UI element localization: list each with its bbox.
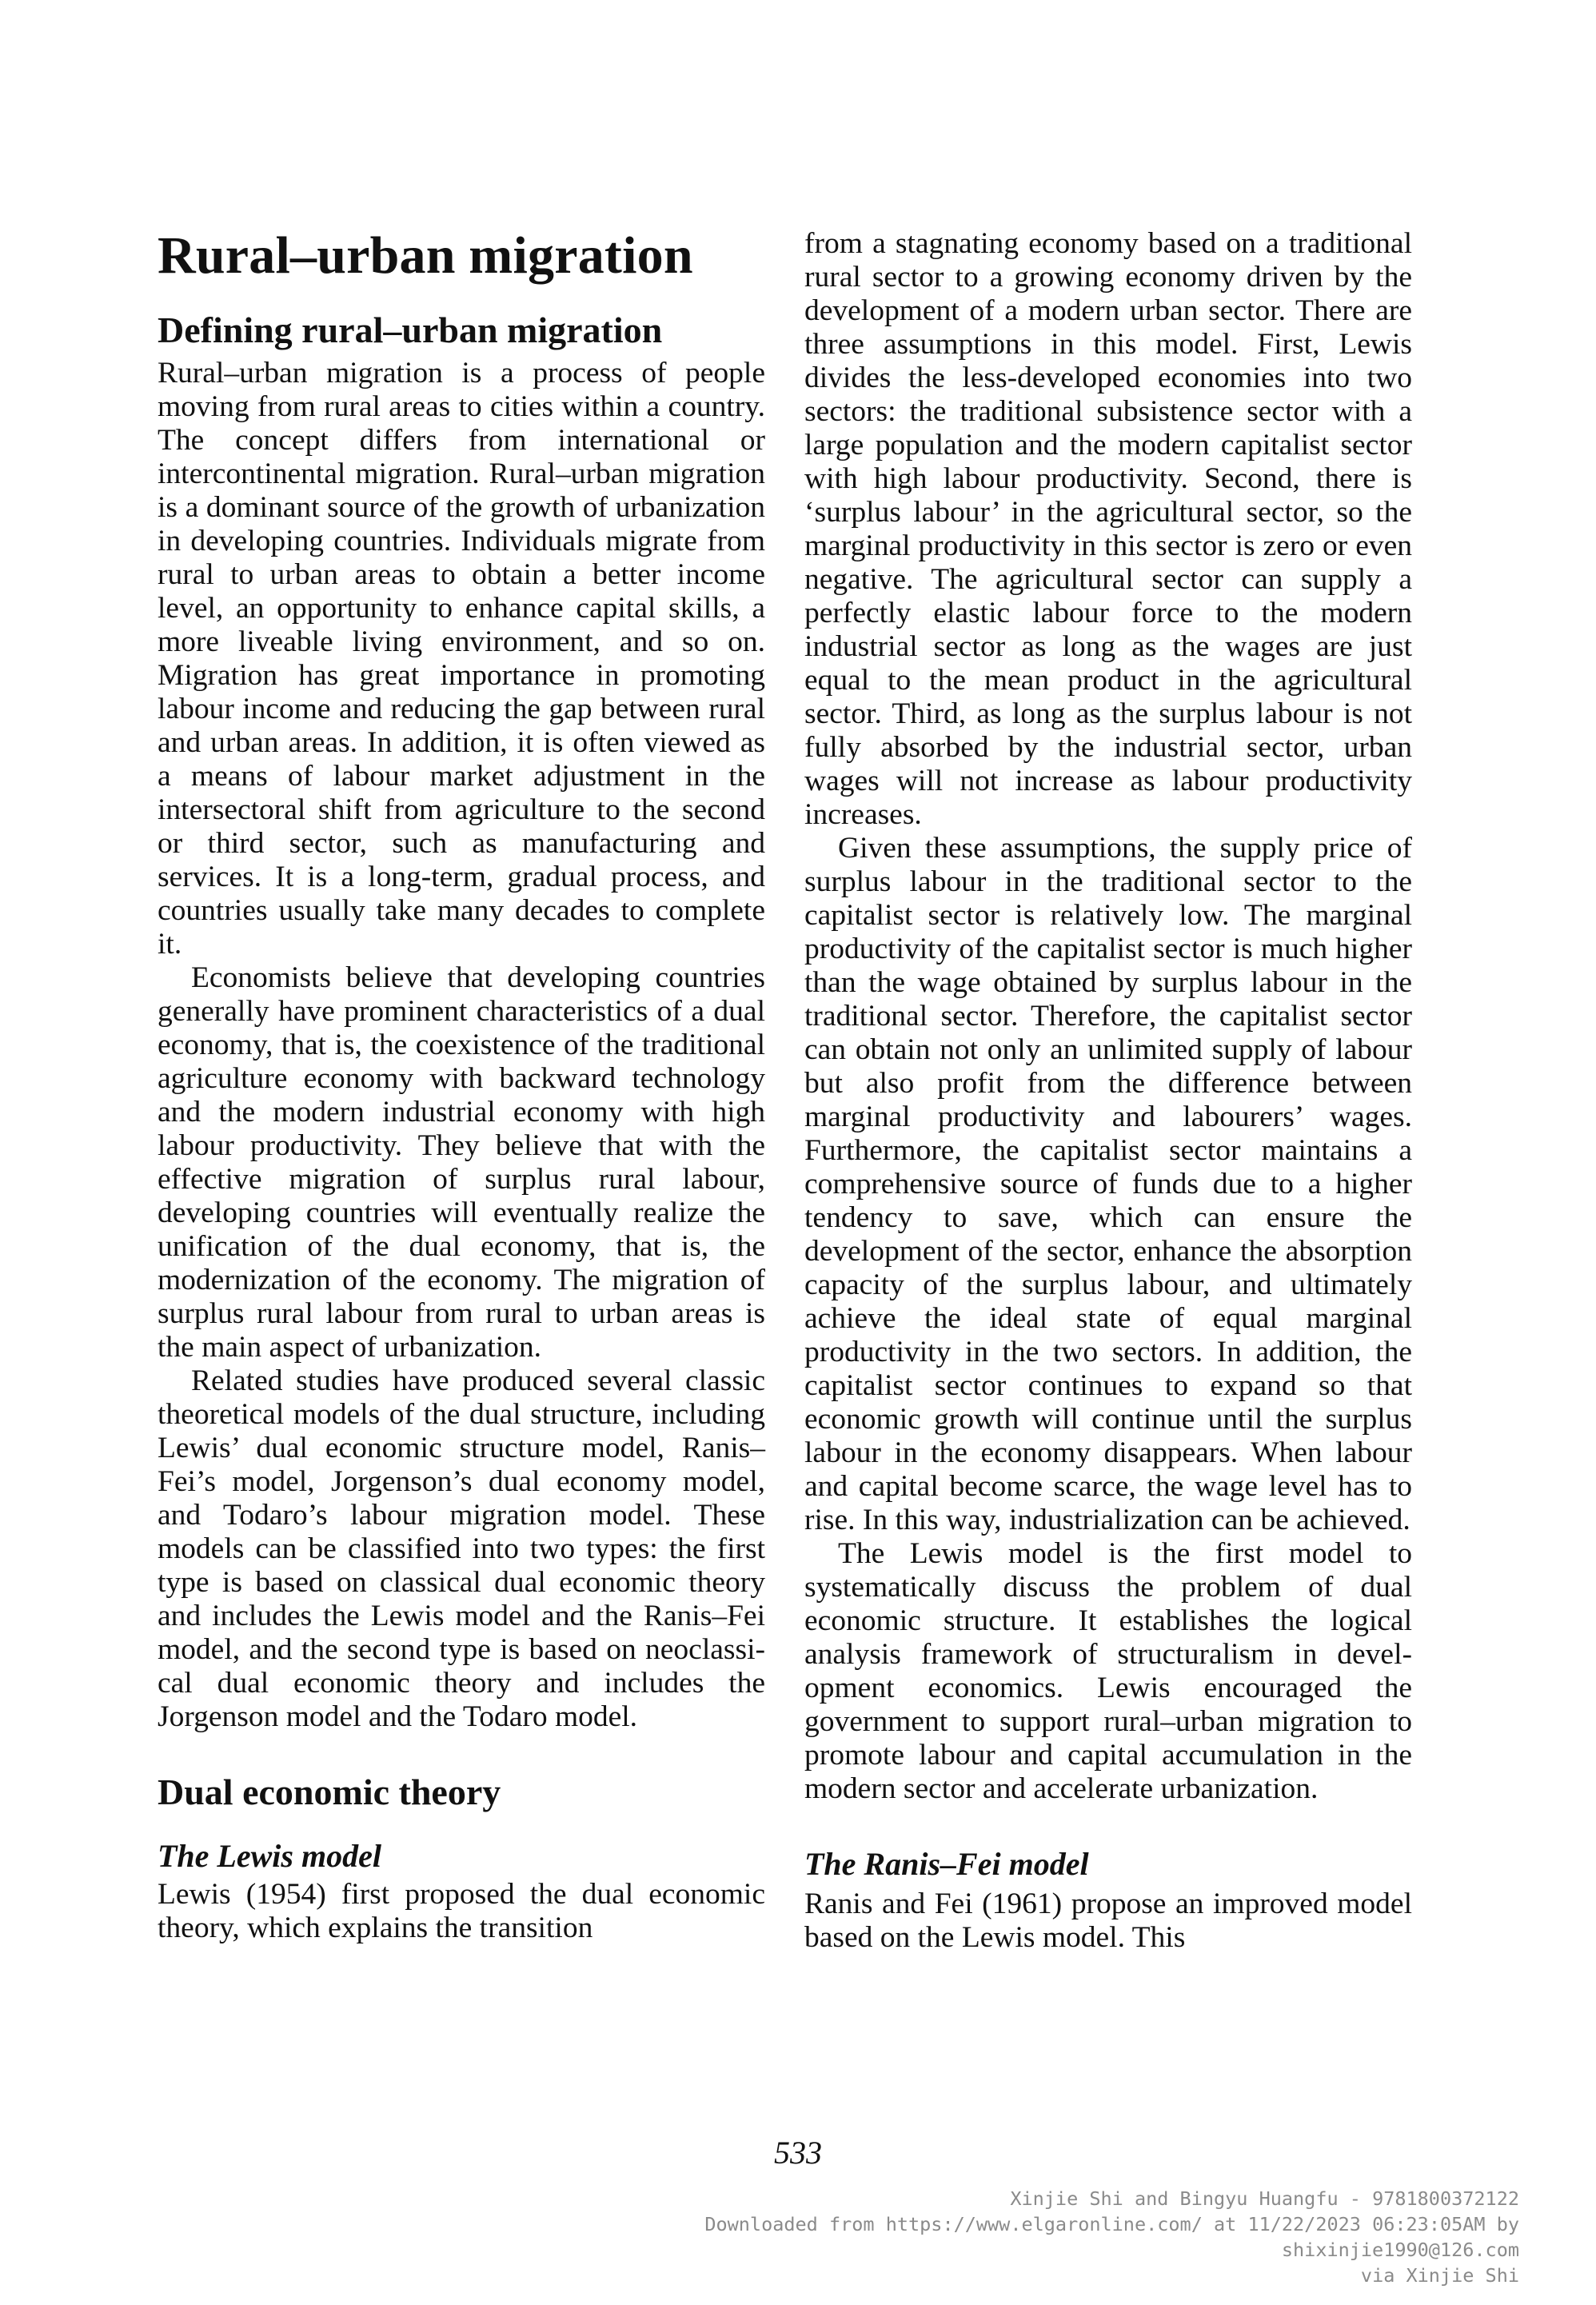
footer-line-author: Xinjie Shi and Bingyu Huangfu - 9781800372122 [1010,2187,1519,2210]
left-column [158,224,765,1945]
paragraph-lewis-1-continued: from a stagnating economy based on a traditional rural sector to a growing economy driven by the development of a modern urban sector. There are three assumptions in this model. First, Lewis divides the less-developed economies into two sectors: the traditional subsistence sector with a large population and the modern capitalist sector with high labour productivity. Second, there is ‘surplus labour’ in the agricultural sector, so the marginal productivity in this sector is zero or even negative. The agricultural sector can supply a perfectly elastic labour force to the modern industrial sector as long as the wages are just equal to the mean product in the agricultural sector. Third, as long as the surplus labour is not fully absorbed by the industrial sector, urban wages will not increase as labour productivity increases. [804,227,1412,831]
paragraph-defining-2: Economists believe that developing countries generally have prominent characteristics of a dual economy, that is, the coexistence of the traditional agriculture economy with backward technology and the modern industrial economy with high labour productivity. They believe that with the effective migration of surplus rural labour, developing countries will eventually realize the unification of the dual economy, that is, the modernization of the economy. The migration of surplus rural labour from rural to urban areas is the main aspect of urbanization. [158,961,765,1364]
paragraph-ranis-fei-1: Ranis and Fei (1961) propose an improved model based on the Lewis model. This [804,1888,1412,1954]
paragraph-defining-3: Related studies have produced several classic theoretical models of the dual structure, including Lewis’ dual economic structure model, Ranis–Fei’s model, Jorgenson’s dual economy model, and Todaro’s labour migration model. These models can be classified into two types: the first type is based on classical dual economic theory and includes the Lewis model and the Ranis–Fei model, and the second type is based on neoclassical dual economic theory and includes the Jorgenson model and the Todaro model. [158,1364,765,1733]
section-heading-defining: Defining rural–urban migration [158,310,663,350]
section-heading-dual-economic-theory: Dual economic theory [158,1772,501,1812]
footer-line-email: shixinjie1990@126.com [1281,2239,1519,2261]
footer-line-via: via Xinjie Shi [1360,2264,1519,2287]
page-number: 533 [774,2135,822,2171]
paragraph-lewis-3: The Lewis model is the first model to systematically discuss the problem of dual economic structure. It establishes the logical analysis framework of structuralism in development economics. Lewis encouraged the government to support rural–urban migration to promote labour and capital accumulation in the modern sector and accelerate urbanization. [804,1537,1412,1805]
subheading-ranis-fei-model: The Ranis–Fei model [804,1846,1089,1882]
download-footer [704,2186,1519,2288]
subheading-lewis-model: The Lewis model [158,1838,381,1874]
paragraph-defining-1: Rural–urban migration is a process of people moving from rural areas to cities within a country. The concept differs from international or intercontinental migration. Rural–urban migration is a dominant source of the growth of urbanization in developing countries. Individuals migrate from rural to urban areas to obtain a better income level, an opportunity to enhance capital skills, a more liveable living environment, and so on. Migration has great importance in promoting labour income and reducing the gap between rural and urban areas. In addition, it is often viewed as a means of labour market adjustment in the intersectoral shift from agriculture to the second or third sector, such as manufacturing and services. It is a long-term, gradual process, and countries usually take many decades to complete it. [158,357,765,961]
right-column [804,227,1412,1955]
chapter-title: Rural–urban migration [158,226,693,285]
paragraph-lewis-2: Given these assumptions, the supply price of surplus labour in the traditional sector to the capitalist sector is relatively low. The marginal productivity of the capitalist sector is much higher than the wage obtained by surplus labour in the traditional sector. Therefore, the capitalist sector can obtain not only an unlimited supply of labour but also profit from the difference between marginal productivity and labourers’ wages. Furthermore, the capitalist sector maintains a comprehensive source of funds due to a higher tendency to save, which can ensure the development of the sector, enhance the absorption capacity of the surplus labour, and ultimately achieve the ideal state of equal marginal productivity in the two sectors. In addition, the capitalist sector continues to expand so that economic growth will continue until the surplus labour in the economy disappears. When labour and capital become scarce, the wage level has to rise. In this way, industrialization can be achieved. [804,832,1412,1536]
footer-line-download: Downloaded from https://www.elgaronline.com/ at 11/22/2023 06:23:05AM by [704,2213,1519,2235]
paragraph-lewis-1: Lewis (1954) first proposed the dual economic theory, which explains the transition [158,1878,765,1944]
